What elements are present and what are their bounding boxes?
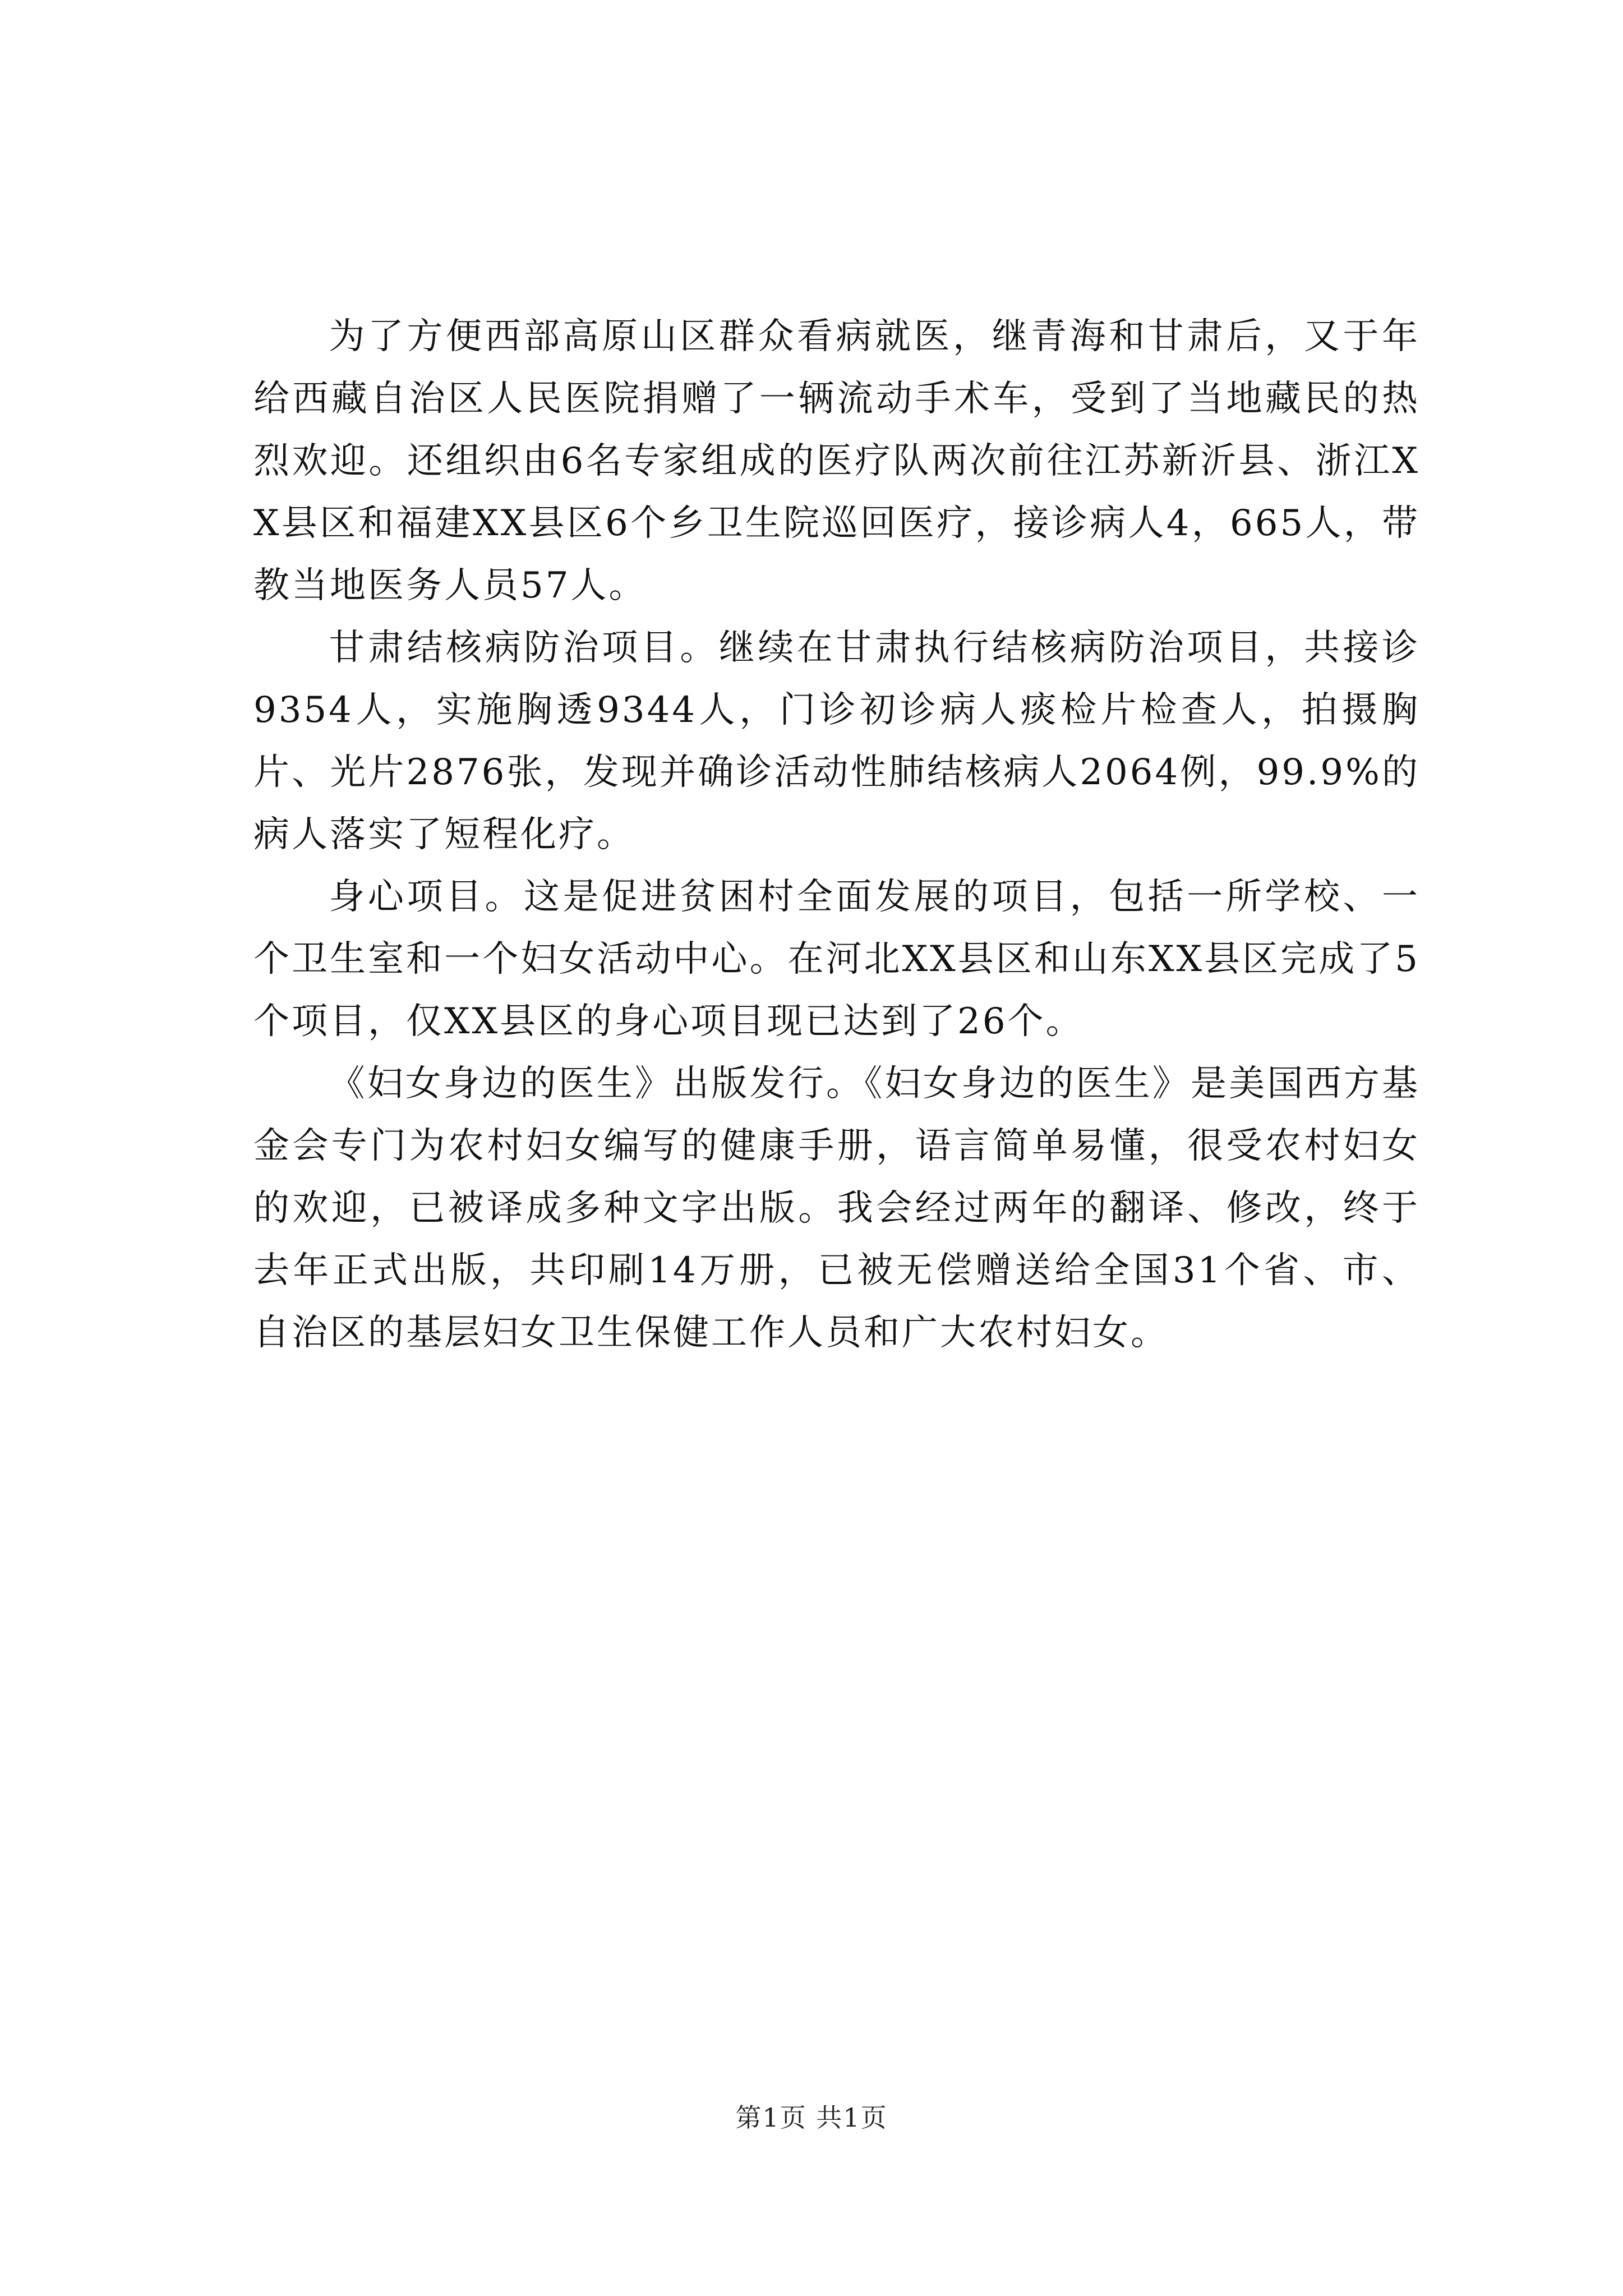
paragraph-mobile-surgery: 为了方便西部高原山区群众看病就医，继青海和甘肃后，又于年给西藏自治区人民医院捐赠了一辆流动手术车，受到了当地藏民的热烈欢迎。还组织由6名专家组成的医疗队两次前往江苏新沂县、浙江XX县区和福建XX县区6个乡卫生院巡回医疗，接诊病人4，665人，带教当地医务人员57人。 (253, 316, 1420, 606)
document-body (253, 306, 1420, 1364)
paragraph-book-publication: 《妇女身边的医生》出版发行。《妇女身边的医生》是美国西方基金会专门为农村妇女编写的健康手册，语言简单易懂，很受农村妇女的欢迎，已被译成多种文字出版。我会经过两年的翻译、修改，终于去年正式出版，共印刷14万册，已被无偿赠送给全国31个省、市、自治区的基层妇女卫生保健工作人员和广大农村妇女。 (253, 1063, 1420, 1354)
paragraph-shenxin-project: 身心项目。这是促进贫困村全面发展的项目，包括一所学校、一个卫生室和一个妇女活动中心。在河北XX县区和山东XX县区完成了5个项目，仅XX县区的身心项目现已达到了26个。 (253, 876, 1420, 1042)
page-number-footer: 第1页 共1页 (735, 2102, 888, 2133)
paragraph-tuberculosis: 甘肃结核病防治项目。继续在甘肃执行结核病防治项目，共接诊9354人，实施胸透9344人，门诊初诊病人痰检片检查人，拍摄胸片、光片2876张，发现并确诊活动性肺结核病人2064例，99.9%的病人落实了短程化疗。 (253, 627, 1420, 855)
